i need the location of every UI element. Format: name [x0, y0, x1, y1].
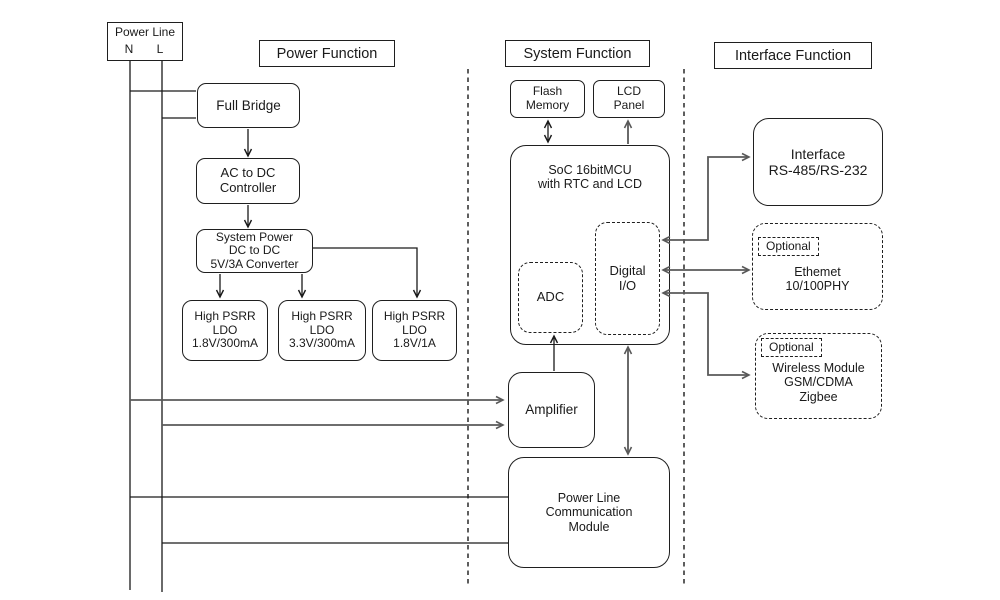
rs-line1: Interface — [790, 145, 846, 162]
plc-line3: Module — [568, 519, 610, 534]
flash-memory-box — [510, 80, 585, 118]
amplifier-box — [508, 372, 595, 448]
ldo1-line2: LDO — [212, 322, 238, 337]
lcd-line2: Panel — [613, 98, 645, 112]
system-power-line3: 5V/3A Converter — [210, 256, 299, 271]
system-power-line1: System Power — [215, 230, 294, 245]
ldo3-line1: High PSRR — [383, 308, 446, 323]
live-label: L — [156, 42, 164, 56]
ac-dc-line1: AC to DC — [220, 165, 276, 181]
ldo2-line3: 3.3V/300mA — [288, 336, 356, 351]
arrow-dio-rs-interface — [663, 157, 749, 240]
soc-line1: SoC 16bitMCU — [548, 163, 632, 177]
ldo-3v3-300ma-box — [278, 300, 366, 361]
ldo-1v8-1a-box — [372, 300, 457, 361]
flash-line1: Flash — [532, 84, 563, 99]
wireless-line3: Zigbee — [799, 389, 838, 404]
system-power-converter-box — [196, 229, 313, 273]
power-line-source-box — [107, 22, 183, 61]
ethernet-line2: 10/100PHY — [785, 279, 850, 294]
interface-function-header — [714, 42, 872, 69]
ethernet-box — [752, 223, 883, 310]
digital-io-line1: Digital — [609, 262, 646, 278]
full-bridge-label: Full Bridge — [216, 97, 281, 113]
digital-io-box — [595, 222, 660, 335]
ac-dc-controller-box — [196, 158, 300, 204]
ldo1-line3: 1.8V/300mA — [191, 336, 259, 351]
arrow-dio-wireless — [663, 293, 749, 375]
wireless-module-box — [755, 333, 882, 419]
ldo1-line1: High PSRR — [194, 308, 256, 323]
wireless-line2: GSM/CDMA — [784, 375, 853, 390]
digital-io-line2: I/O — [618, 277, 637, 293]
system-power-line2: DC to DC — [228, 243, 281, 258]
lcd-line1: LCD — [616, 84, 641, 99]
wireless-optional-badge: Optional — [761, 338, 822, 357]
interface-function-title: Interface Function — [734, 47, 852, 64]
ldo2-line2: LDO — [309, 322, 335, 337]
ac-dc-line2: Controller — [219, 180, 277, 195]
plc-module-box — [508, 457, 670, 568]
ldo-1v8-300ma-box — [182, 300, 268, 361]
flash-line2: Memory — [525, 98, 570, 112]
adc-box — [518, 262, 583, 333]
plc-line1: Power Line — [557, 490, 621, 505]
system-function-header — [505, 40, 650, 67]
ldo3-line3: 1.8V/1A — [393, 336, 436, 351]
ldo2-line1: High PSRR — [291, 308, 353, 323]
ethernet-optional-badge: Optional — [758, 237, 819, 256]
power-function-title: Power Function — [276, 45, 378, 62]
plc-line2: Communication — [545, 505, 633, 520]
amplifier-label: Amplifier — [525, 402, 578, 418]
power-function-header — [259, 40, 395, 67]
system-function-title: System Function — [523, 45, 632, 62]
arrow-syspower-to-ldo3 — [313, 248, 417, 297]
rs-line2: RS-485/RS-232 — [768, 162, 868, 178]
ldo3-line2: LDO — [402, 322, 427, 337]
power-line-title: Power Line — [114, 25, 176, 39]
lcd-panel-box — [593, 80, 665, 118]
ethernet-line1: Ethemet — [794, 265, 841, 279]
neutral-label: N — [124, 42, 134, 56]
soc-line2: with RTC and LCD — [538, 177, 642, 192]
wireless-line1: Wireless Module — [772, 361, 865, 375]
rs485-rs232-interface-box — [753, 118, 883, 206]
adc-label: ADC — [536, 289, 565, 305]
full-bridge-box — [197, 83, 300, 128]
